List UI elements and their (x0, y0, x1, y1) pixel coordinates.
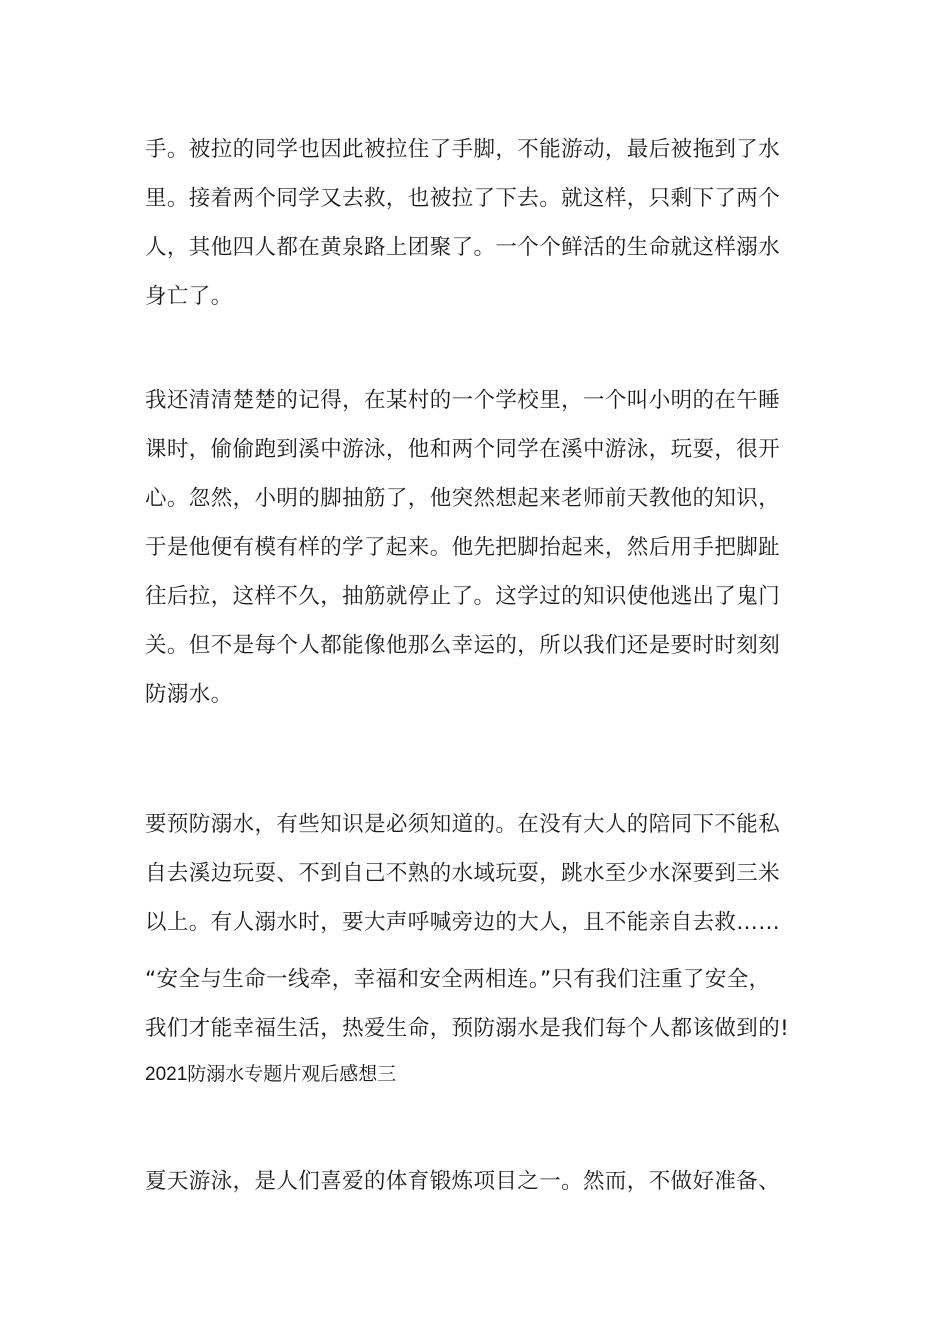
text-line: 关。但不是每个人都能像他那么幸运的，所以我们还是要时时刻刻 (145, 633, 781, 658)
text-line: 心。忽然，小明的脚抽筋了，他突然想起来老师前天教他的知识， (145, 486, 781, 511)
text-line: 以上。有人溺水时，要大声呼喊旁边的大人，且不能亲自去救…… (145, 910, 781, 935)
text-line: 人，其他四人都在黄泉路上团聚了。一个个鲜活的生命就这样溺水 (145, 235, 781, 260)
text-line: 于是他便有模有样的学了起来。他先把脚抬起来，然后用手把脚趾 (145, 535, 781, 560)
paragraph-drowning-story (145, 125, 815, 321)
text-line: 往后拉，这样不久，抽筋就停止了。这学过的知识使他逃出了鬼门 (145, 584, 781, 609)
text-line: 夏天游泳，是人们喜爱的体育锻炼项目之一。然而，不做好准备、 (145, 1169, 781, 1194)
text-line: 要预防溺水，有些知识是必须知道的。在没有大人的陪同下不能私 (145, 812, 781, 837)
text-line: 自去溪边玩耍、不到自己不熟的水域玩耍，跳水至少水深要到三米 (145, 861, 781, 886)
text-line: 我们才能幸福生活，热爱生命，预防溺水是我们每个人都该做到的! (145, 1016, 790, 1041)
paragraph-summer-swimming (145, 1157, 815, 1206)
text-line: 身亡了。 (145, 284, 233, 309)
paragraph-safety-quote (145, 955, 815, 1097)
text-line: 手。被拉的同学也因此被拉住了手脚，不能游动，最后被拖到了水 (145, 137, 781, 162)
paragraph-prevention-knowledge (145, 800, 815, 947)
text-line: 里。接着两个同学又去救，也被拉了下去。就这样，只剩下了两个 (145, 186, 781, 211)
paragraph-xiaoming-story (145, 376, 815, 719)
text-line: 课时，偷偷跑到溪中游泳，他和两个同学在溪中游泳，玩耍，很开 (145, 437, 781, 462)
section-heading: 2021防溺水专题片观后感想三 (145, 1064, 397, 1085)
text-line: 我还清清楚楚的记得，在某村的一个学校里，一个叫小明的在午睡 (145, 388, 781, 413)
text-line: 防溺水。 (145, 682, 233, 707)
text-line: “安全与生命一线牵，幸福和安全两相连。”只有我们注重了安全， (145, 967, 771, 992)
